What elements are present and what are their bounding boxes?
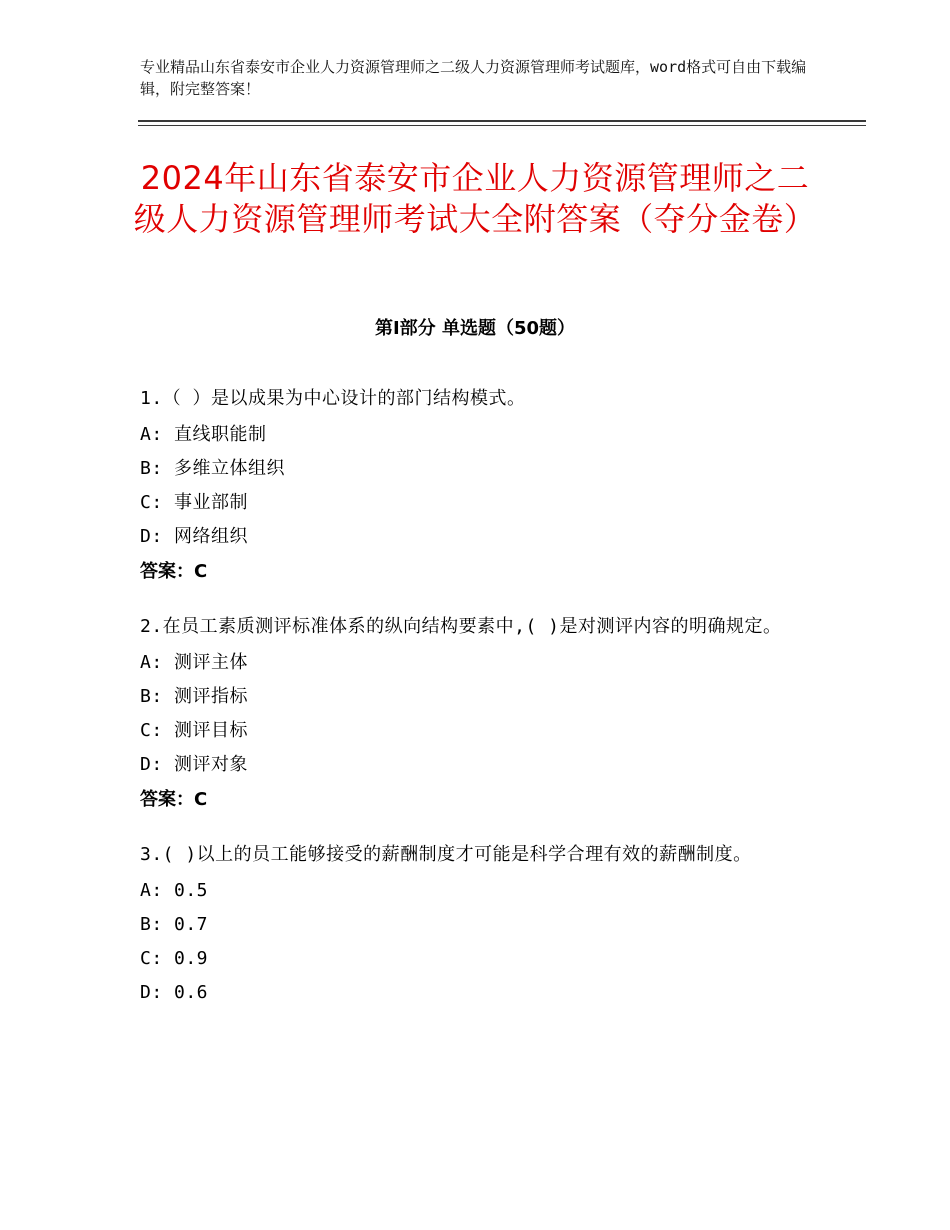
option-b: B: 多维立体组织 xyxy=(140,458,286,479)
option-c: C: 事业部制 xyxy=(140,492,249,513)
option-d: D: 测评对象 xyxy=(140,754,249,775)
question-1 xyxy=(140,384,820,590)
option-a: A: 直线职能制 xyxy=(140,424,267,445)
answer: 答案：C xyxy=(140,789,208,810)
header-note: 专业精品山东省泰安市企业人力资源管理师之二级人力资源管理师考试题库，word格式可自由下载编辑，附完整答案！ xyxy=(140,58,807,98)
question-stem: 3.( )以上的员工能够接受的薪酬制度才可能是科学合理有效的薪酬制度。 xyxy=(140,844,752,865)
answer: 答案：C xyxy=(140,561,208,582)
header-rule-thin xyxy=(138,125,866,126)
question-list xyxy=(140,384,820,1032)
option-a: A: 0.5 xyxy=(140,880,209,901)
option-d: D: 0.6 xyxy=(140,982,209,1003)
question-2 xyxy=(140,612,820,818)
section-title: 第Ⅰ部分 单选题（50题） xyxy=(374,318,575,339)
option-b: B: 0.7 xyxy=(140,914,209,935)
question-3 xyxy=(140,840,820,1010)
question-stem: 2.在员工素质测评标准体系的纵向结构要素中,( )是对测评内容的明确规定。 xyxy=(140,616,782,637)
header-rule-thick xyxy=(138,120,866,122)
option-c: C: 0.9 xyxy=(140,948,209,969)
option-c: C: 测评目标 xyxy=(140,720,249,741)
document-title: 2024年山东省泰安市企业人力资源管理师之二级人力资源管理师考试大全附答案（夺分金卷） xyxy=(133,159,817,238)
option-d: D: 网络组织 xyxy=(140,526,249,547)
option-a: A: 测评主体 xyxy=(140,652,249,673)
question-stem: 1.（ ）是以成果为中心设计的部门结构模式。 xyxy=(140,388,526,409)
option-b: B: 测评指标 xyxy=(140,686,249,707)
